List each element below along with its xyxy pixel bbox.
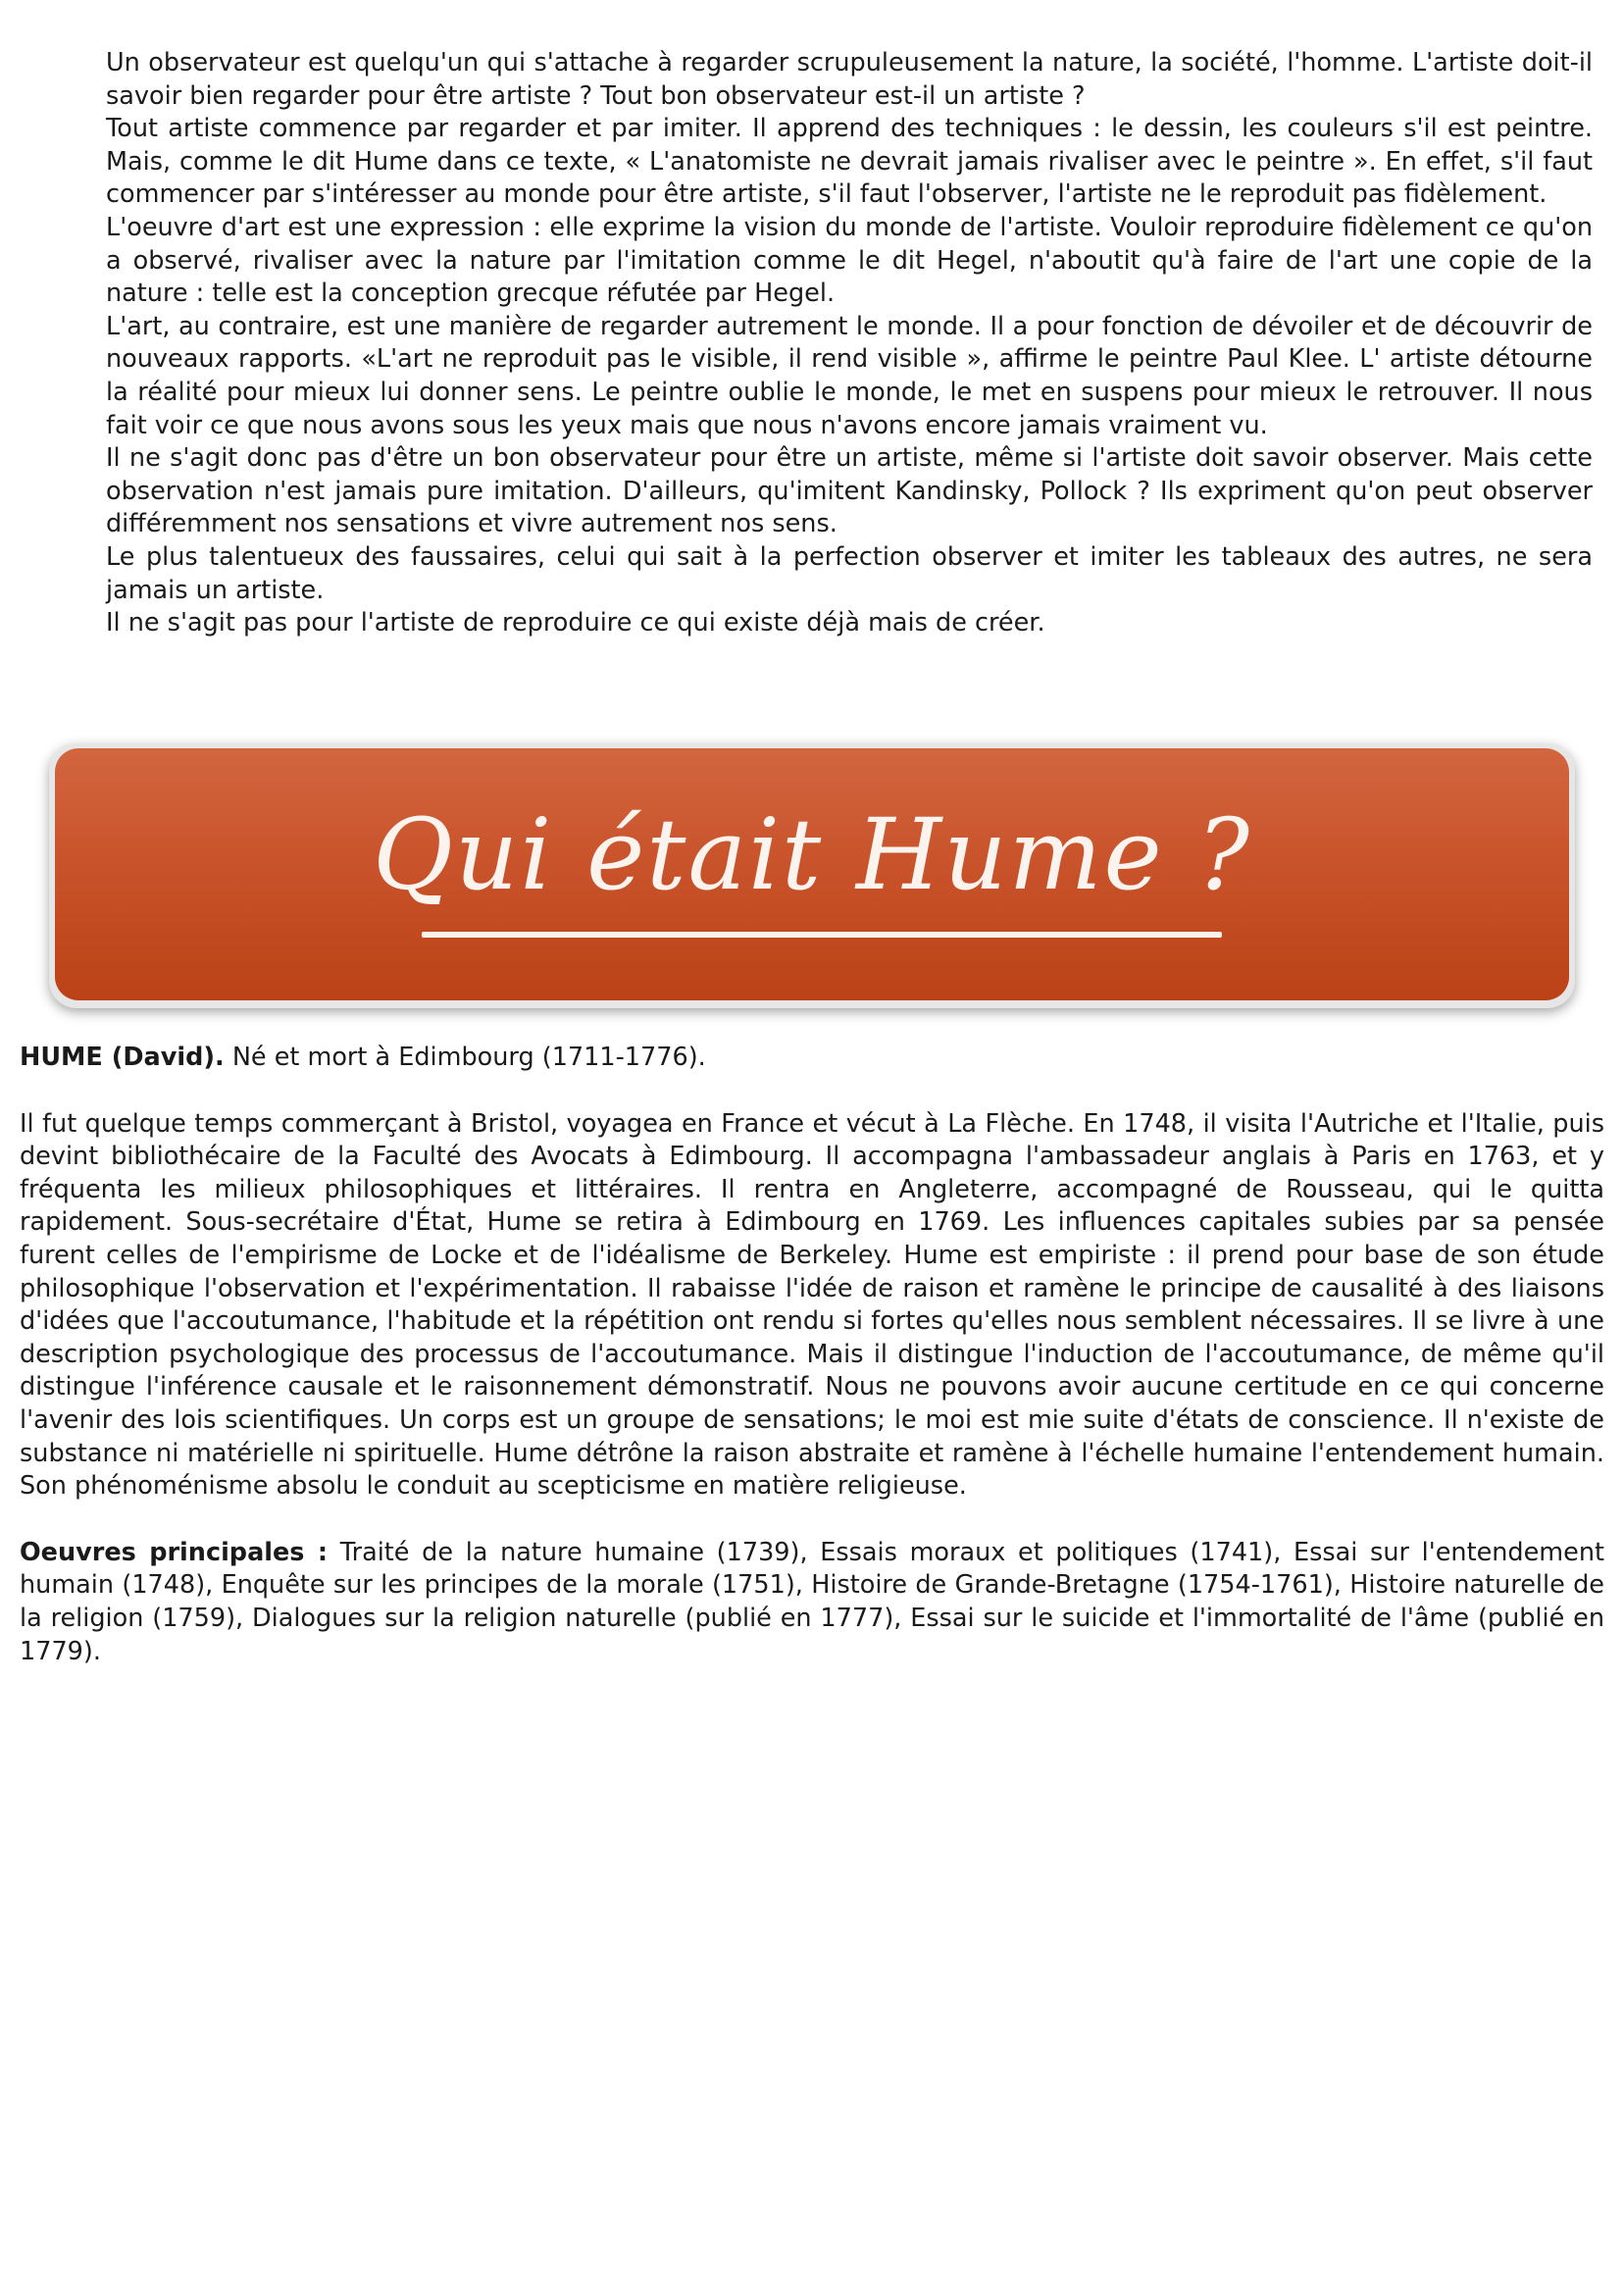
essay-paragraph: Il ne s'agit pas pour l'artiste de reproduire ce qui existe déjà mais de créer. — [106, 608, 1045, 638]
essay-paragraph: Tout artiste commence par regarder et par imiter. Il apprend des techniques : le dessin, les couleurs s'il est peintre. Mais, comme le dit Hume dans ce texte, « L'anatomiste ne devrait jamais rivaliser avec le peintre ». En effet, s'il faut commencer par s'intéresser au monde pour être artiste, s'il faut l'observer, l'artiste ne le reproduit pas fidèlement. — [106, 114, 1593, 210]
bio-body: Il fut quelque temps commerçant à Bristol, voyagea en France et vécut à La Flèche. En 1748, il visita l'Autriche et l'Italie, puis devint bibliothécaire de la Faculté des Avocats à Edimbourg. Il accompagna l'ambassadeur anglais à Paris en 1763, et y fréquenta les milieux philosophiques et littéraires. Il rentra en Angleterre, accompagné de Rousseau, qui le quitta rapidement. Sous-secrétaire d'État, Hume se retira à Edimbourg en 1769. Les influences capitales subies par sa pensée furent celles de l'empirisme de Locke et de l'idéalisme de Berkeley. Hume est empiriste : il prend pour base de son étude philosophique l'observation et l'expérimentation. Il rabaisse l'idée de raison et ramène le principe de causalité à des liaisons d'idées que l'accoutumance, l'habitude et la répétition ont rendu si fortes qu'elles nous semblent nécessaires. Il se livre à une description psychologique des processus de l'accoutumance. Mais il distingue l'induction de l'accoutumance, de même qu'il distingue l'inférence causale et le raisonnement démonstratif. Nous ne pouvons avoir aucune certitude en ce qui concerne l'avenir des lois scientifiques. Un corps est un groupe de sensations; le moi est mie suite d'états de conscience. Il n'existe de substance ni matérielle ni spirituelle. Hume détrône la raison abstraite et ramène à l'échelle humaine l'entendement humain. Son phénoménisme absolu le conduit au scepticisme en matière religieuse. — [20, 1108, 1604, 1502]
essay-paragraph: Il ne s'agit donc pas d'être un bon observateur pour être un artiste, même si l'artiste doit savoir observer. Mais cette observation n'est jamais pure imitation. D'ailleurs, qu'imitent Kandinsky, Pollock ? Ils expriment qu'on peut observer différemment nos sensations et vivre autrement nos sens. — [106, 443, 1593, 539]
bio-works-label: Oeuvres principales : — [20, 1537, 329, 1567]
bio-works-text: Traité de la nature humaine (1739), Essais moraux et politiques (1741), Essai sur l'entendement humain (1748), Enquête sur les principes de la morale (1751), Histoire de Grande-Bretagne (1754-1761), Histoire naturelle de la religion (1759), Dialogues sur la religion naturelle (publié en 1777), Essai sur le suicide et l'immortalité de l'âme (publié en 1779). — [20, 1537, 1604, 1666]
bio-heading-line — [20, 1042, 1604, 1075]
banner-panel — [55, 748, 1569, 1000]
bio-name-label: HUME (David). — [20, 1043, 225, 1072]
banner-heading — [373, 797, 1251, 945]
essay-paragraph: L'oeuvre d'art est une expression : elle exprime la vision du monde de l'artiste. Vouloir reproduire fidèlement ce qu'on a observé, rivaliser avec la nature par l'imitation comme le dit Hegel, n'aboutit qu'à faire de l'art une copie de la nature : telle est la conception grecque réfutée par Hegel. — [106, 212, 1593, 309]
section-banner — [49, 743, 1575, 1008]
essay-section — [106, 47, 1593, 640]
essay-paragraph: Le plus talentueux des faussaires, celui qui sait à la perfection observer et imiter les tableaux des autres, ne sera jamais un artiste. — [106, 541, 1593, 605]
essay-paragraph: Un observateur est quelqu'un qui s'attache à regarder scrupuleusement la nature, la société, l'homme. L'artiste doit-il savoir bien regarder pour être artiste ? Tout bon observateur est-il un artiste ? — [106, 48, 1593, 111]
biography-section — [20, 1042, 1604, 1668]
bio-works-line — [20, 1537, 1604, 1668]
banner-title-text: Qui était Hume ? — [372, 797, 1252, 912]
banner-underline — [422, 932, 1222, 938]
essay-paragraph: L'art, au contraire, est une manière de regarder autrement le monde. Il a pour fonction de dévoiler et de découvrir de nouveaux rapports. «L'art ne reproduit pas le visible, il rend visible », affirme le peintre Paul Klee. L' artiste détourne la réalité pour mieux lui donner sens. Le peintre oublie le monde, le met en suspens pour mieux le retrouver. Il nous fait voir ce que nous avons sous les yeux mais que nous n'avons encore jamais vraiment vu. — [106, 311, 1593, 440]
bio-birth-text: Né et mort à Edimbourg (1711-1776). — [224, 1043, 706, 1072]
